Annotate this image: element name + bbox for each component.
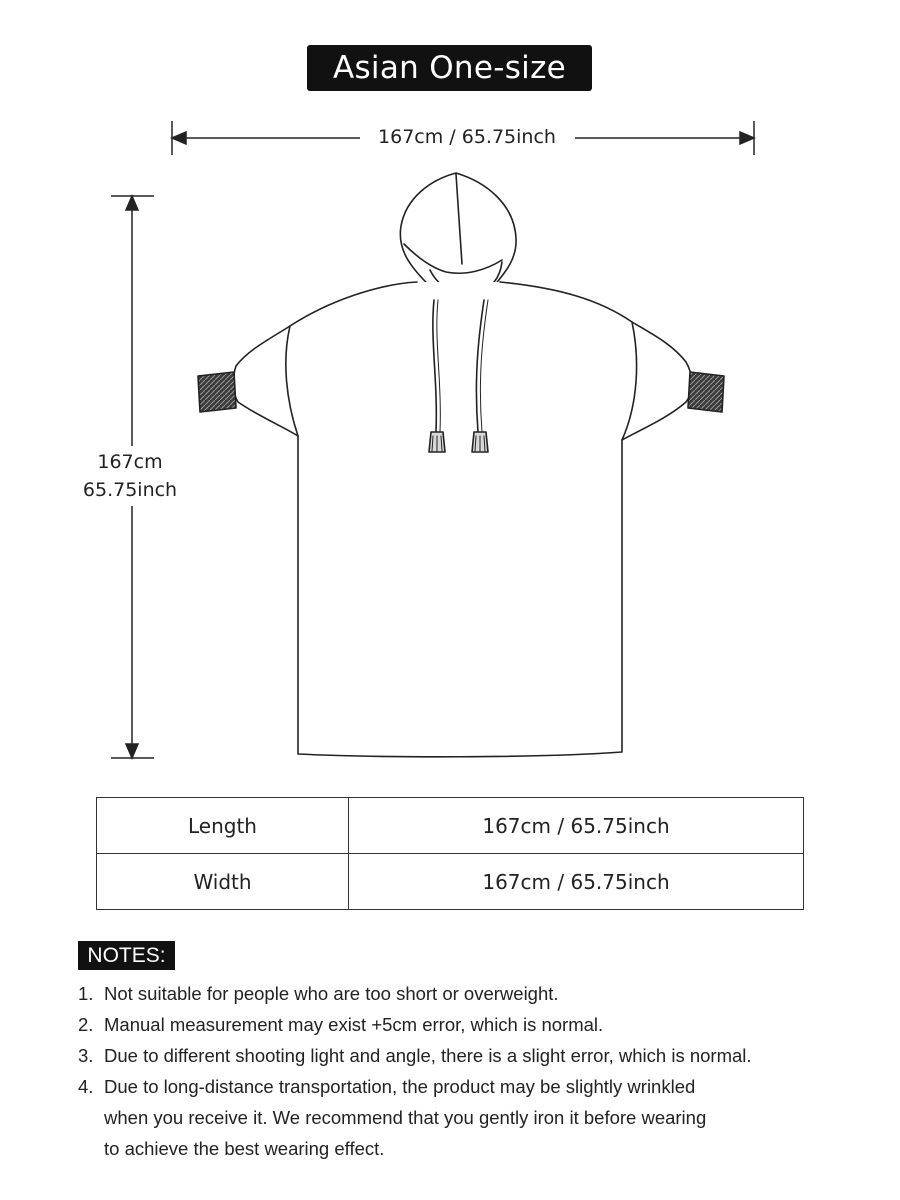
height-label-cm: 167cm — [97, 451, 163, 473]
note-text: Due to long-distance transportation, the product may be slightly wrinkled — [104, 1076, 696, 1097]
list-item — [78, 1040, 858, 1071]
list-item — [78, 1071, 858, 1164]
height-label-inch: 65.75inch — [82, 479, 178, 501]
size-row-value: 167cm / 65.75inch — [349, 854, 804, 910]
note-text: to achieve the best wearing effect. — [104, 1138, 385, 1159]
note-text: Not suitable for people who are too short or overweight. — [104, 983, 559, 1004]
list-item — [78, 978, 858, 1009]
notes-list — [78, 978, 858, 1164]
list-item — [78, 1009, 858, 1040]
note-number: 1. — [78, 983, 94, 1004]
table-row — [97, 854, 804, 910]
note-text: when you receive it. We recommend that you gently iron it before wearing — [104, 1107, 707, 1128]
size-table — [96, 797, 804, 910]
size-row-label: Length — [97, 798, 349, 854]
width-dimension-label: 167cm / 65.75inch — [362, 124, 572, 150]
notes-heading: NOTES: — [78, 941, 175, 970]
note-text: Manual measurement may exist +5cm error, which is normal. — [104, 1014, 604, 1035]
height-dimension-label — [80, 448, 180, 504]
hooded-blanket-icon — [198, 173, 724, 757]
note-number: 3. — [78, 1045, 94, 1066]
note-text: Due to different shooting light and angle, there is a slight error, which is normal. — [104, 1045, 752, 1066]
note-number: 2. — [78, 1014, 94, 1035]
page-title: Asian One-size — [307, 45, 592, 91]
size-row-label: Width — [97, 854, 349, 910]
table-row — [97, 798, 804, 854]
note-number: 4. — [78, 1076, 94, 1097]
size-row-value: 167cm / 65.75inch — [349, 798, 804, 854]
